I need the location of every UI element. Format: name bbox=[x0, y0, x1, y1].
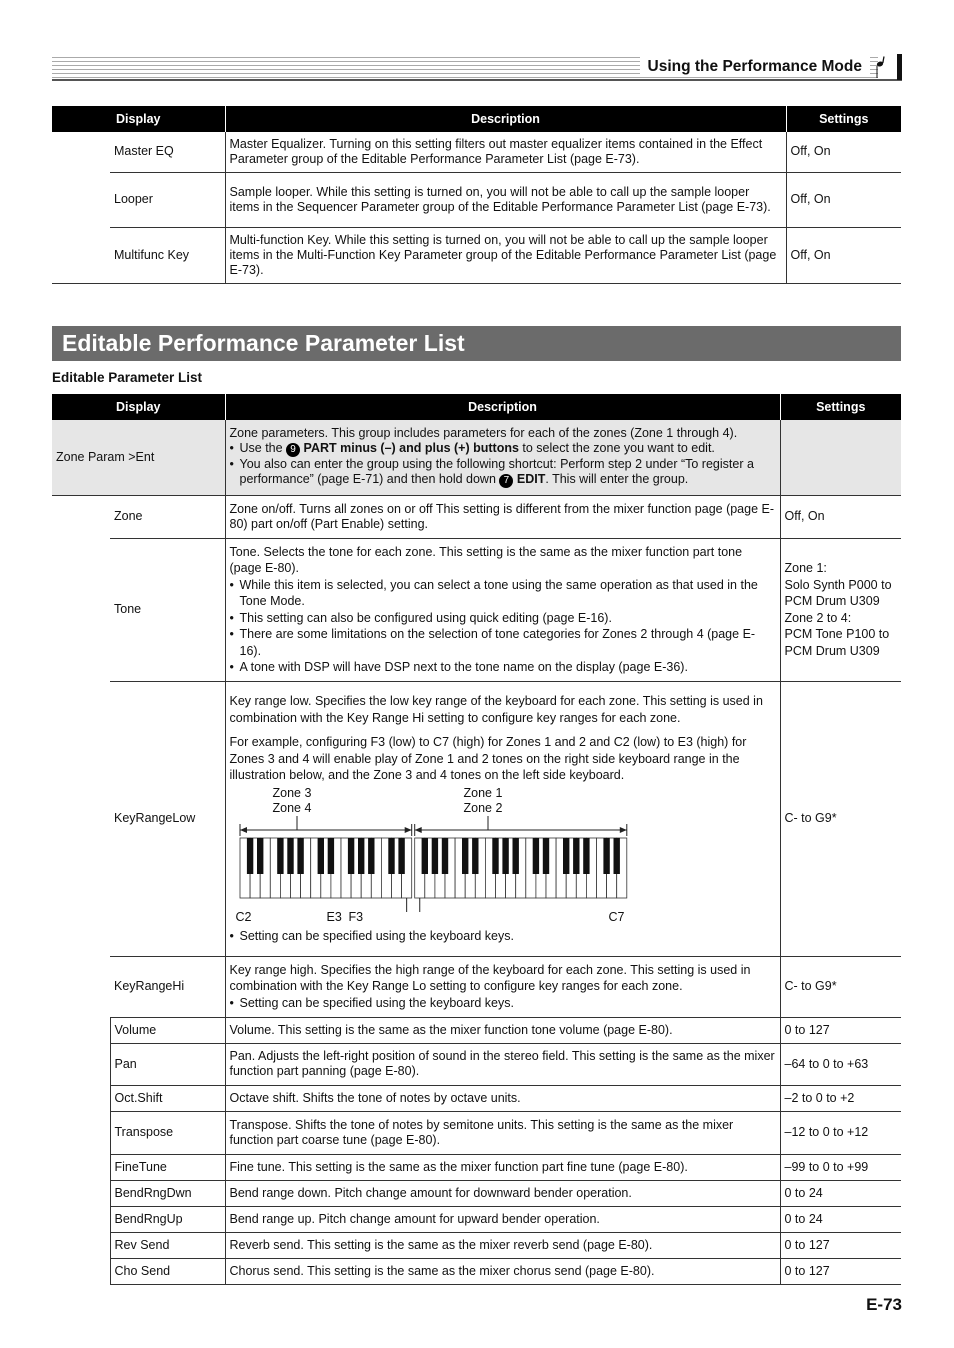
table-row bbox=[52, 227, 901, 283]
display-cell: Transpose bbox=[110, 1111, 225, 1154]
settings-cell: 0 to 127 bbox=[780, 1258, 901, 1284]
bullet-item bbox=[230, 441, 776, 457]
bullet-item: • Setting can be specified using the keyboard keys. bbox=[230, 928, 776, 944]
black-key bbox=[462, 838, 468, 874]
display-cell: Master EQ bbox=[110, 132, 225, 172]
table-row bbox=[52, 1111, 901, 1154]
display-cell: Looper bbox=[110, 172, 225, 227]
display-cell: FineTune bbox=[110, 1154, 225, 1180]
indent-cell bbox=[52, 1111, 110, 1154]
zone-param-row bbox=[52, 420, 901, 495]
desc-intro: Zone parameters. This group includes parameters for each of the zones (Zone 1 through 4). bbox=[229, 426, 738, 441]
table-row bbox=[52, 1043, 901, 1085]
bullet-item: • A tone with DSP will have DSP next to the tone name on the display (page E-36). bbox=[230, 659, 776, 676]
key-label-f3: F3 bbox=[348, 909, 364, 924]
col-display: Display bbox=[52, 106, 225, 132]
bullet-item bbox=[230, 457, 776, 488]
bullet-item: • Setting can be specified using the keyboard keys. bbox=[230, 995, 776, 1012]
bullet-text: . This will enter the group. bbox=[545, 472, 689, 487]
black-key bbox=[358, 838, 364, 874]
description-cell: Multi-function Key. While this setting is turned on, you will not be able to call up the sample looper items in the Multi-Function Key Parameter group of the Editable Performance Parameter List (page E-73). bbox=[225, 227, 786, 283]
indent-cell bbox=[52, 1206, 110, 1232]
section-title: Editable Performance Parameter List bbox=[62, 330, 465, 356]
display-cell: KeyRangeHi bbox=[110, 956, 225, 1017]
col-description: Description bbox=[225, 106, 786, 132]
settings-cell: Off, On bbox=[786, 227, 901, 283]
settings-line: PCM Drum U309 bbox=[784, 594, 880, 608]
description-cell: Fine tune. This setting is the same as the mixer function part fine tune (page E-80). bbox=[225, 1154, 780, 1180]
col-display: Display bbox=[52, 394, 225, 420]
table-row bbox=[52, 1258, 901, 1284]
header-title: Using the Performance Mode bbox=[640, 57, 870, 77]
settings-cell: Off, On bbox=[786, 132, 901, 172]
desc-intro: Tone. Selects the tone for each zone. This setting is the same as the mixer function part tone (page E-80). bbox=[229, 544, 743, 575]
settings-cell: Off, On bbox=[780, 495, 901, 538]
bullet-text: You also can enter the group using the following shortcut: Perform step 2 under “To register a performance” (page E-71) and then hold down bbox=[239, 457, 754, 487]
number-9-icon: 9 bbox=[286, 443, 300, 457]
arrow-head-right bbox=[404, 827, 411, 833]
settings-cell: 0 to 127 bbox=[780, 1232, 901, 1258]
black-key bbox=[388, 838, 394, 874]
display-cell: Zone Param >Ent bbox=[52, 420, 225, 495]
header-end-bar bbox=[897, 54, 902, 80]
description-cell: Chorus send. This setting is the same as the mixer chorus send (page E-80). bbox=[225, 1258, 780, 1284]
table-header-row bbox=[52, 394, 901, 420]
desc-paragraph: For example, configuring F3 (low) to C7 (high) for Zones 1 and 2 and C2 (low) to E3 (high) for Zones 3 and 4 will enable play of Zone 1 and 2 tones on the right side keyboard range in the illustration below, and the Zone 3 and 4 tones on the left side keyboard. bbox=[229, 735, 747, 783]
indent-cell bbox=[52, 1043, 110, 1085]
table-row bbox=[52, 1232, 901, 1258]
table-row bbox=[52, 1154, 901, 1180]
bullet-item: • This setting can also be configured using quick editing (page E-16). bbox=[230, 610, 776, 627]
header-baseline bbox=[52, 79, 902, 81]
settings-cell bbox=[780, 420, 901, 495]
display-cell: BendRngDwn bbox=[110, 1180, 225, 1206]
keyboard-illustration bbox=[230, 816, 650, 926]
display-cell: Volume bbox=[110, 1017, 225, 1043]
description-cell: Octave shift. Shifts the tone of notes by octave units. bbox=[225, 1085, 780, 1111]
description-cell bbox=[225, 681, 780, 956]
display-cell: KeyRangeLow bbox=[110, 681, 225, 956]
bullet-text: to select the zone you want to edit. bbox=[518, 441, 715, 456]
black-key bbox=[542, 838, 548, 874]
black-key bbox=[257, 838, 263, 874]
table-row bbox=[52, 1017, 901, 1043]
table-row bbox=[52, 538, 901, 681]
settings-cell: –2 to 0 to +2 bbox=[780, 1085, 901, 1111]
settings-cell: C- to G9* bbox=[780, 681, 901, 956]
indent-cell bbox=[52, 1017, 110, 1043]
black-key bbox=[297, 838, 303, 874]
description-cell: Master Equalizer. Turning on this setting filters out master equalizer items contained in the Effect Parameter group of the Editable Performance Parameter List (page E-73). bbox=[225, 132, 786, 172]
settings-cell: 0 to 24 bbox=[780, 1180, 901, 1206]
description-cell: Volume. This setting is the same as the mixer function tone volume (page E-80). bbox=[225, 1017, 780, 1043]
settings-table bbox=[52, 106, 901, 284]
description-cell: Zone on/off. Turns all zones on or off This setting is different from the mixer function page (page E-80) part on/off (Part Enable) setting. bbox=[225, 495, 780, 538]
black-key bbox=[287, 838, 293, 874]
black-key bbox=[563, 838, 569, 874]
settings-cell: C- to G9* bbox=[780, 956, 901, 1017]
settings-line: Solo Synth P000 to bbox=[784, 577, 892, 592]
indent-cell bbox=[52, 538, 110, 681]
table-row bbox=[52, 172, 901, 227]
desc-paragraph: Key range high. Specifies the high range of the keyboard for each zone. This setting is used in combination with the Key Range Lo setting to configure key ranges for each zone. bbox=[229, 962, 751, 994]
settings-cell: –64 to 0 to +63 bbox=[780, 1043, 901, 1085]
zone-label-left-2: Zone 4 bbox=[272, 800, 312, 815]
display-cell: Oct.Shift bbox=[110, 1085, 225, 1111]
col-description: Description bbox=[225, 394, 780, 420]
settings-line: PCM Tone P100 to bbox=[784, 627, 890, 641]
description-cell bbox=[225, 420, 780, 495]
display-cell: Zone bbox=[110, 495, 225, 538]
zone-label-right-1: Zone 1 bbox=[463, 785, 503, 800]
black-key bbox=[603, 838, 609, 874]
settings-cell: Off, On bbox=[786, 172, 901, 227]
page-header bbox=[52, 54, 902, 80]
zone-label-right-2: Zone 2 bbox=[463, 800, 503, 815]
table-row bbox=[52, 956, 901, 1017]
display-cell: Pan bbox=[110, 1043, 225, 1085]
description-cell: Bend range up. Pitch change amount for upward bender operation. bbox=[225, 1206, 780, 1232]
table-row bbox=[52, 495, 901, 538]
zone-label-left-1: Zone 3 bbox=[272, 785, 312, 800]
arrow-head-left bbox=[414, 827, 421, 833]
description-cell: Reverb send. This setting is the same as the mixer reverb send (page E-80). bbox=[225, 1232, 780, 1258]
table-header-row bbox=[52, 106, 901, 132]
settings-cell: 0 to 127 bbox=[780, 1017, 901, 1043]
black-key bbox=[421, 838, 427, 874]
display-cell: BendRngUp bbox=[110, 1206, 225, 1232]
settings-line: Zone 2 to 4: bbox=[784, 610, 852, 625]
music-note-icon bbox=[874, 56, 892, 78]
table-row bbox=[52, 132, 901, 172]
key-label-e3: E3 bbox=[326, 909, 342, 924]
black-key bbox=[512, 838, 518, 874]
indent-cell bbox=[52, 681, 110, 956]
display-cell: Tone bbox=[110, 538, 225, 681]
description-cell: Sample looper. While this setting is turned on, you will not be able to call up the sample looper items in the Sequencer Parameter group of the Editable Performance Parameter List (page E-73). bbox=[225, 172, 786, 227]
indent-cell bbox=[52, 172, 110, 227]
black-key bbox=[532, 838, 538, 874]
keyboard-diagram bbox=[230, 786, 650, 946]
bullet-text: Use the bbox=[239, 441, 287, 456]
display-cell: Rev Send bbox=[110, 1232, 225, 1258]
settings-line: Zone 1: bbox=[784, 561, 827, 575]
black-key bbox=[583, 838, 589, 874]
indent-cell bbox=[52, 227, 110, 283]
key-label-c7: C7 bbox=[608, 909, 625, 924]
description-cell: Transpose. Shifts the tone of notes by semitone units. This setting is the same as the mixer function part coarse tune (page E-80). bbox=[225, 1111, 780, 1154]
description-cell: Bend range down. Pitch change amount for downward bender operation. bbox=[225, 1180, 780, 1206]
table-row bbox=[52, 681, 901, 956]
black-key bbox=[246, 838, 252, 874]
indent-cell bbox=[52, 132, 110, 172]
desc-paragraph: Key range low. Specifies the low key range of the keyboard for each zone. This setting is used in combination with the Key Range Hi setting to configure key ranges for each zone. bbox=[229, 694, 763, 725]
display-cell: Cho Send bbox=[110, 1258, 225, 1284]
indent-cell bbox=[52, 1154, 110, 1180]
indent-cell bbox=[52, 495, 110, 538]
black-key bbox=[613, 838, 619, 874]
black-key bbox=[502, 838, 508, 874]
table-row bbox=[52, 1085, 901, 1111]
indent-cell bbox=[52, 1180, 110, 1206]
black-key bbox=[347, 838, 353, 874]
indent-cell bbox=[52, 1258, 110, 1284]
black-key bbox=[441, 838, 447, 874]
black-key bbox=[573, 838, 579, 874]
bullet-item: • While this item is selected, you can select a tone using the same operation as that used in the Tone Mode. bbox=[230, 577, 776, 610]
settings-line: PCM Drum U309 bbox=[784, 643, 880, 658]
table-row bbox=[52, 1206, 901, 1232]
key-label-c2: C2 bbox=[235, 909, 252, 924]
description-cell: Pan. Adjusts the left-right position of sound in the stereo field. This setting is the same as the mixer function part panning (page E-80). bbox=[225, 1043, 780, 1085]
parameter-table bbox=[52, 394, 901, 1285]
black-key bbox=[368, 838, 374, 874]
number-7-icon: 7 bbox=[499, 474, 513, 488]
indent-cell bbox=[52, 1085, 110, 1111]
indent-cell bbox=[52, 956, 110, 1017]
black-key bbox=[277, 838, 283, 874]
black-key bbox=[398, 838, 404, 874]
description-cell bbox=[225, 538, 780, 681]
settings-cell: 0 to 24 bbox=[780, 1206, 901, 1232]
arrow-head-right bbox=[619, 827, 626, 833]
display-cell: Multifunc Key bbox=[110, 227, 225, 283]
indent-cell bbox=[52, 1232, 110, 1258]
black-key bbox=[317, 838, 323, 874]
col-settings: Settings bbox=[786, 106, 901, 132]
arrow-head-left bbox=[240, 827, 247, 833]
col-settings: Settings bbox=[780, 394, 901, 420]
settings-cell: –12 to 0 to +12 bbox=[780, 1111, 901, 1154]
settings-cell: –99 to 0 to +99 bbox=[780, 1154, 901, 1180]
description-cell bbox=[225, 956, 780, 1017]
black-key bbox=[431, 838, 437, 874]
bullet-item: • There are some limitations on the selection of tone categories for Zones 2 through 4 (page E-16). bbox=[230, 626, 776, 659]
black-key bbox=[492, 838, 498, 874]
section-title-bar bbox=[52, 326, 901, 361]
button-name: EDIT bbox=[516, 472, 546, 487]
black-key bbox=[327, 838, 333, 874]
table-row bbox=[52, 1180, 901, 1206]
settings-cell bbox=[780, 538, 901, 681]
page-number: E-73 bbox=[866, 1295, 902, 1314]
subheading: Editable Parameter List bbox=[52, 370, 203, 385]
black-key bbox=[472, 838, 478, 874]
button-name: PART minus (–) and plus (+) buttons bbox=[303, 441, 519, 456]
